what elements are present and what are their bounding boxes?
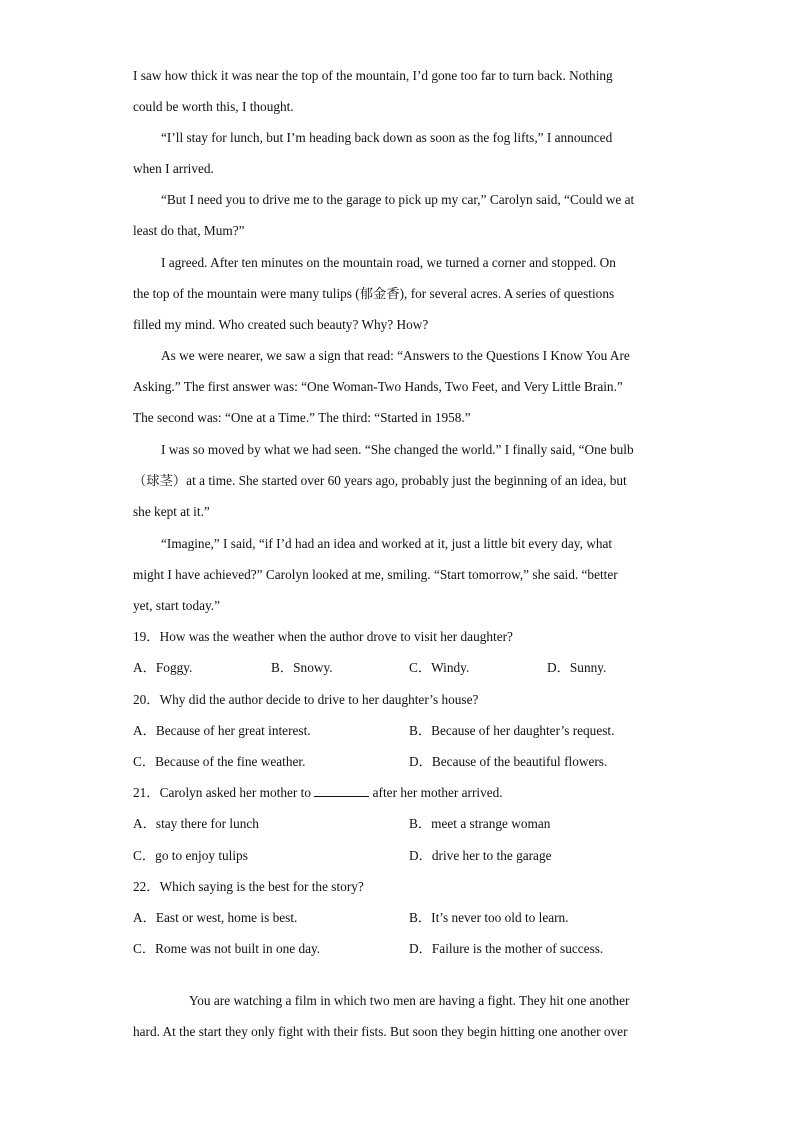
question-19-option-d[interactable]: D．Sunny. (547, 660, 607, 675)
passage-line: might I have achieved?” Carolyn looked at me, smiling. “Start tomorrow,” she said. “better (133, 567, 618, 582)
question-21-option-b[interactable]: B．meet a strange woman (409, 816, 551, 831)
passage-line: （球茎）at a time. She started over 60 years ago, probably just the beginning of an idea, but (133, 473, 627, 488)
passage-line: the top of the mountain were many tulips (郁金香), for several acres. A series of questions (133, 286, 615, 301)
passage-line: You are watching a film in which two men are having a fight. They hit one another (189, 993, 630, 1008)
passage-line: filled my mind. Who created such beauty? Why? How? (133, 317, 429, 332)
question-19-option-a[interactable]: A．Foggy. (133, 660, 193, 675)
question-21-option-a[interactable]: A．stay there for lunch (133, 816, 259, 831)
question-21-option-d[interactable]: D．drive her to the garage (409, 848, 552, 863)
question-22-stem: 22．Which saying is the best for the story? (133, 879, 364, 894)
passage-line: hard. At the start they only fight with their fists. But soon they begin hitting one another over (133, 1024, 628, 1039)
passage-line: Asking.” The first answer was: “One Woman-Two Hands, Two Feet, and Very Little Brain.” (133, 379, 623, 394)
question-22-option-b[interactable]: B．It’s never too old to learn. (409, 910, 569, 925)
passage-line: yet, start today.” (133, 598, 221, 613)
passage-line: The second was: “One at a Time.” The third: “Started in 1958.” (133, 410, 471, 425)
question-21-stem-before: 21．Carolyn asked her mother to (133, 785, 315, 800)
question-21-stem-after: after her mother arrived. (369, 785, 503, 800)
question-20-option-c[interactable]: C．Because of the fine weather. (133, 754, 306, 769)
passage-line: I saw how thick it was near the top of the mountain, I’d gone too far to turn back. Nothing (133, 68, 613, 83)
passage-line: when I arrived. (133, 161, 214, 176)
question-20-option-a[interactable]: A．Because of her great interest. (133, 723, 311, 738)
passage-line: she kept at it.” (133, 504, 210, 519)
passage-line: “I’ll stay for lunch, but I’m heading back down as soon as the fog lifts,” I announced (161, 130, 613, 145)
passage-line: I was so moved by what we had seen. “She changed the world.” I finally said, “One bulb (161, 442, 634, 457)
passage-line: As we were nearer, we saw a sign that read: “Answers to the Questions I Know You Are (161, 348, 630, 363)
question-22-option-a[interactable]: A．East or west, home is best. (133, 910, 298, 925)
question-20-option-b[interactable]: B．Because of her daughter’s request. (409, 723, 615, 738)
passage-line: I agreed. After ten minutes on the mountain road, we turned a corner and stopped. On (161, 255, 616, 270)
question-22-option-c[interactable]: C．Rome was not built in one day. (133, 941, 321, 956)
question-22-option-d[interactable]: D．Failure is the mother of success. (409, 941, 604, 956)
question-19-stem: 19．How was the weather when the author drove to visit her daughter? (133, 629, 513, 644)
question-20-option-d[interactable]: D．Because of the beautiful flowers. (409, 754, 608, 769)
question-21-option-c[interactable]: C．go to enjoy tulips (133, 848, 248, 863)
passage-line: “But I need you to drive me to the garage to pick up my car,” Carolyn said, “Could we at (161, 192, 635, 207)
passage-line: could be worth this, I thought. (133, 99, 294, 114)
question-19-option-c[interactable]: C．Windy. (409, 660, 470, 675)
answer-blank (314, 784, 369, 797)
question-20-stem: 20．Why did the author decide to drive to her daughter’s house? (133, 692, 479, 707)
passage-line: least do that, Mum?” (133, 223, 245, 238)
passage-line: “Imagine,” I said, “if I’d had an idea and worked at it, just a little bit every day, what (161, 536, 613, 551)
question-19-option-b[interactable]: B．Snowy. (271, 660, 333, 675)
question-21-stem (133, 784, 663, 802)
